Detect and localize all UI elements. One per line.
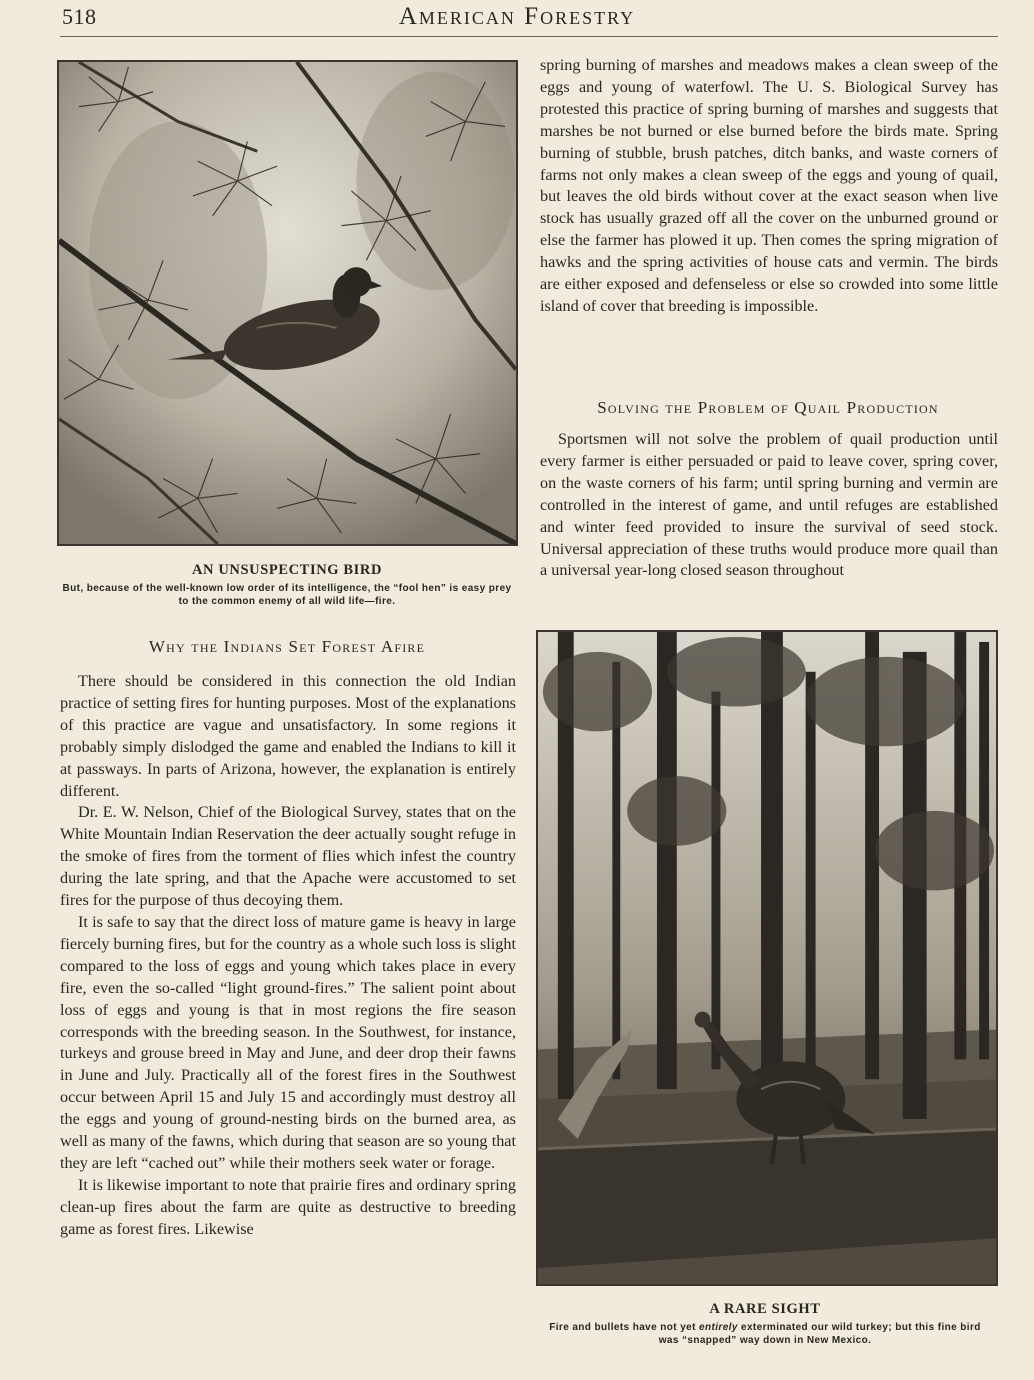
paragraph: It is likewise important to note that prairie fires and ordinary spring clean-up fires about the farm are quite as destructive to breeding game as forest fires. Likewise: [60, 1175, 516, 1238]
grouse-photo: [57, 60, 518, 546]
turkey-caption-text: [540, 1321, 990, 1347]
paragraph: There should be considered in this connection the old Indian practice of setting fires for hunting purposes. Most of the explanations of this practice are vague and unsatisfactory. In some regions it probably simply dislodged the game and enabled the Indians to kill it at passways. In parts of Arizona, however, the explanation is entirely different.: [60, 672, 516, 800]
paragraph: It is safe to say that the direct loss of mature game is heavy in large fiercely burning fires, but for the country as a whole such loss is slight compared to the loss of eggs and young which takes place in every fire, even the so-called “light ground-fires.” The salient point about loss of eggs and young is that in most regions the fire season corresponds with the breeding season. In the Southwest, for instance, turkeys and grouse breed in May and June, and deer drop their fawns in June and July. Practically all of the forest fires in the Southwest occur between April 15 and July 15 and accordingly must destroy all the eggs and young of ground-nesting birds on the burned area, as well as many of the fawns, which during that season are so young that they are left “cached out” while their mothers seek water or forage.: [60, 912, 516, 1172]
turkey-photo-image: [538, 632, 996, 1284]
grouse-caption-title: AN UNSUSPECTING BIRD: [191, 562, 383, 578]
journal-title: American Forestry: [398, 3, 636, 30]
page-number: 518: [62, 4, 97, 29]
paragraph: Dr. E. W. Nelson, Chief of the Biological Survey, states that on the White Mountain Indian Reservation the deer actually sought refuge in the smoke of fires from the torment of flies which infest the country during the late spring, and that the Apache were accustomed to set fires for the purpose of thus decoying them.: [60, 803, 516, 910]
grouse-caption-text: But, because of the well-known low order of its intelligence, the “fool hen” is easy prey to the common enemy of all wild life—fire.: [62, 583, 512, 607]
left-column-text: [60, 671, 516, 1241]
turkey-photo: [536, 630, 998, 1286]
turkey-caption-title: A RARE SIGHT: [709, 1301, 821, 1317]
grouse-photo-image: [59, 62, 516, 544]
turkey-caption-emphasis: entirely: [699, 1322, 738, 1333]
header-divider: [60, 36, 998, 37]
section-heading-quail: Solving the Problem of Quail Production: [597, 398, 939, 417]
right-column-quail-text: [540, 429, 998, 582]
turkey-caption-text-before: Fire and bullets have not yet: [549, 1322, 700, 1333]
grouse-caption: [62, 562, 512, 608]
paragraph: Sportsmen will not solve the problem of quail production until every farmer is either persuaded or paid to leave cover, spring cover, on the waste corners of his farm; until spring burning and vermin are controlled in the interest of game, and until refuges are established and winter feed provided to insure the survival of seed stock. Universal appreciation of these truths would produce more quail than a universal year-long closed season throughout: [540, 430, 998, 580]
turkey-caption-text-after: exterminated our wild turkey; but this fine bird was “snapped” way down in New Mexico.: [658, 1322, 981, 1346]
section-heading-indians: Why the Indians Set Forest Afire: [148, 637, 426, 656]
paragraph: spring burning of marshes and meadows makes a clean sweep of the eggs and young of waterfowl. The U. S. Biological Survey has protested this practice of spring burning of marshes and suggests that marshes be not burned or else burned before the birds mate. Spring burning of stubble, brush patches, ditch banks, and waste corners of farms not only makes a clean sweep of the eggs and young of quail, but leaves the old birds without cover at the exact season when live stock has usually grazed off all the cover on the unburned ground or else the farmer has plowed it up. Then comes the spring migration of hawks and the spring activities of house cats and vermin. The birds are either exposed and defenseless or else so crowded into some little island of cover that breeding is impossible.: [540, 56, 998, 315]
right-column-continuation: [540, 55, 998, 318]
turkey-caption: [540, 1301, 990, 1347]
